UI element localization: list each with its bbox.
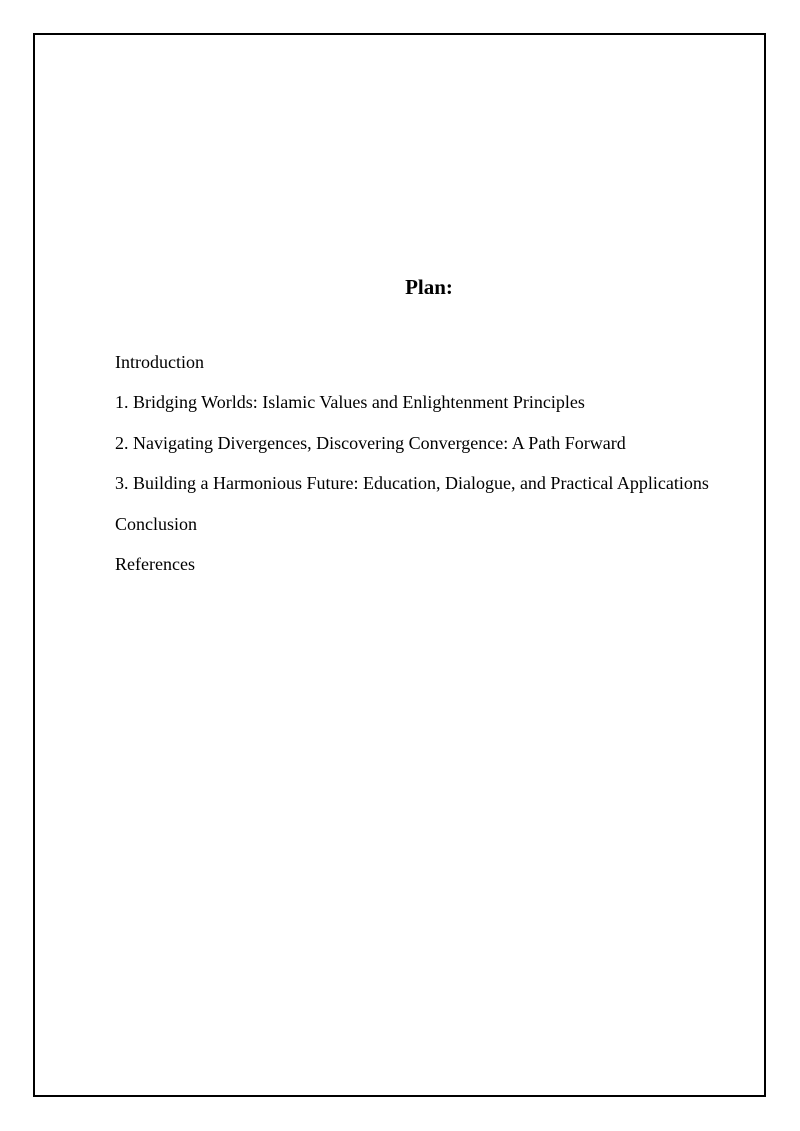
table-of-contents xyxy=(115,350,709,592)
toc-item-references: References xyxy=(115,553,195,574)
toc-item-introduction: Introduction xyxy=(115,352,204,372)
page-title: Plan: xyxy=(405,275,453,299)
toc-item-conclusion: Conclusion xyxy=(115,513,198,534)
toc-item-section-1: 1. Bridging Worlds: Islamic Values and Enlightenment Principles xyxy=(115,392,585,413)
toc-item-section-2: 2. Navigating Divergences, Discovering Convergence: A Path Forward xyxy=(115,432,626,453)
toc-item-section-3: 3. Building a Harmonious Future: Education, Dialogue, and Practical Applications xyxy=(115,473,709,494)
